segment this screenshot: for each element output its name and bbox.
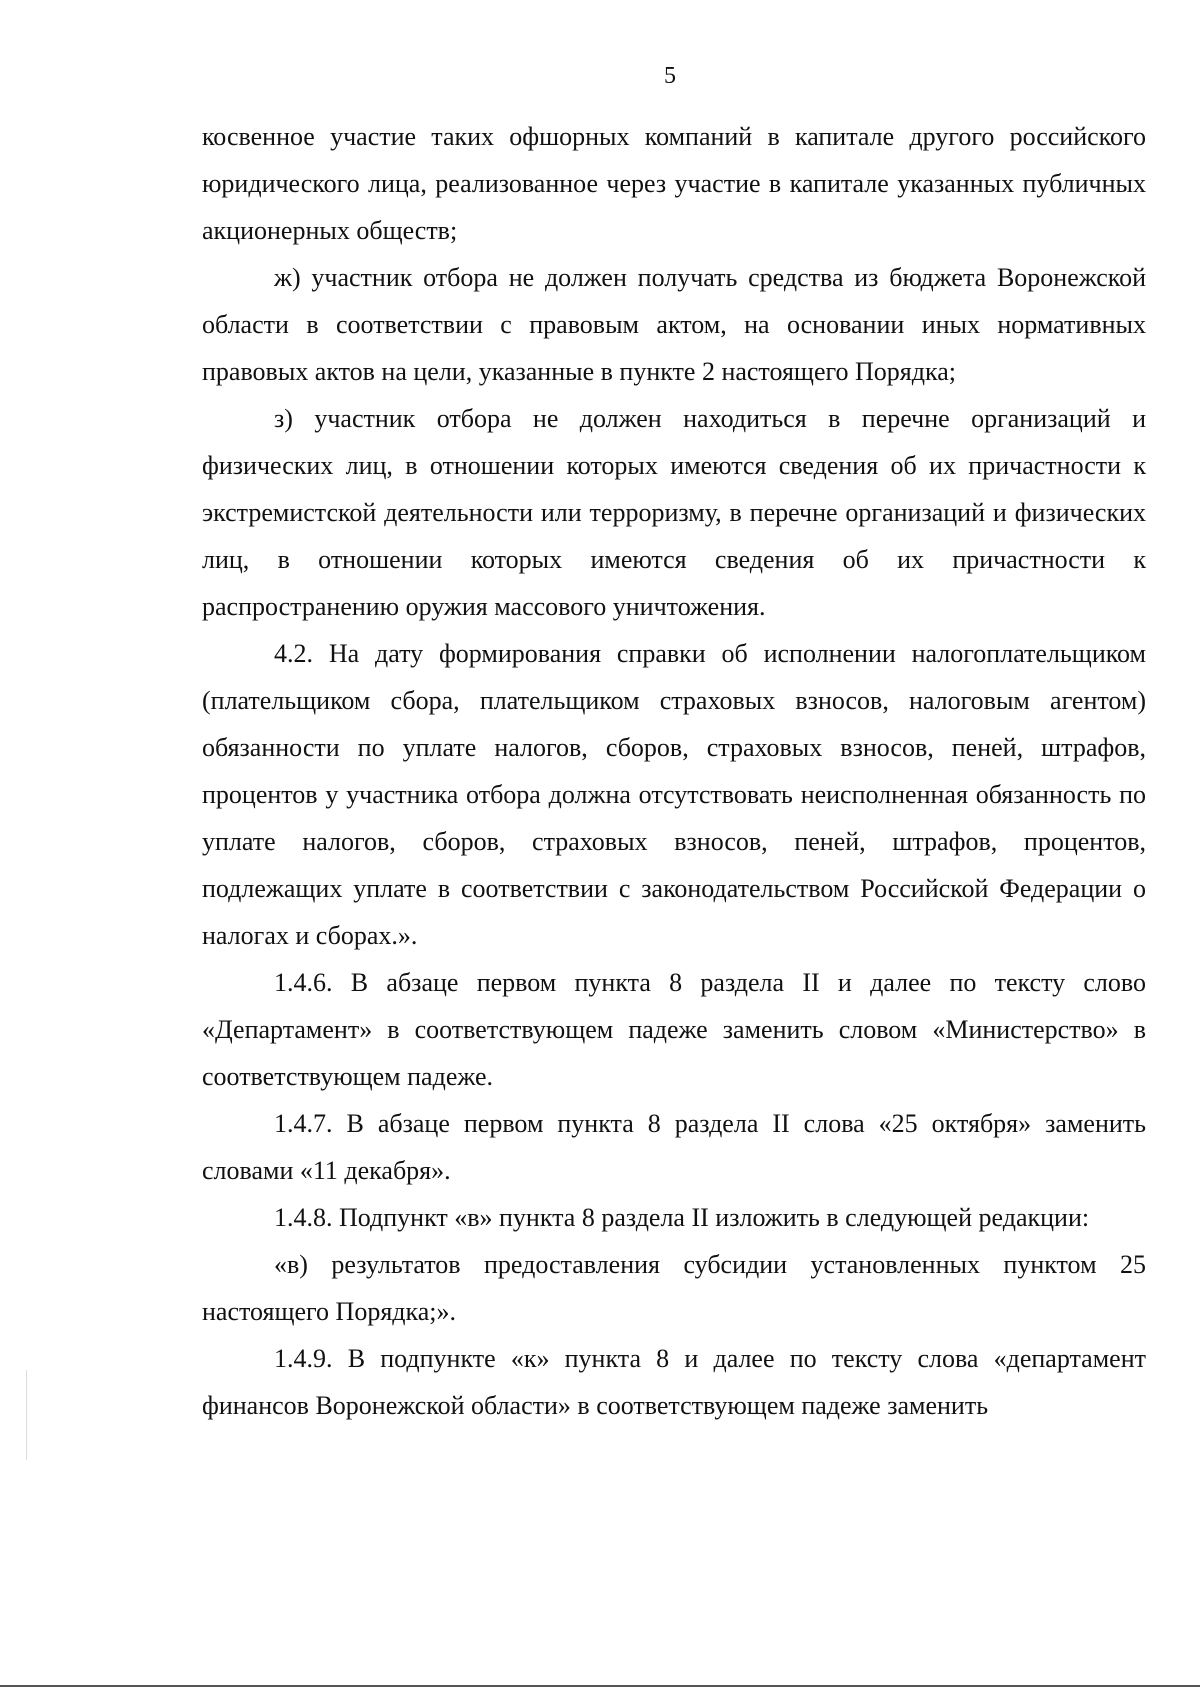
paragraph-item-zh: ж) участник отбора не должен получать средства из бюджета Воронежской области в соответствии с правовым актом, на основании иных нормативных правовых актов на цели, указанные в пункте 2 настоящего Порядка; xyxy=(202,263,1146,386)
page-bottom-edge xyxy=(0,1685,1200,1687)
scan-margin-mark xyxy=(26,1370,27,1460)
paragraph-quoted-item-v: «в) результатов предоставления субсидии установленных пунктом 25 настоящего Порядка;». xyxy=(202,1250,1146,1326)
paragraph-continuation: косвенное участие таких офшорных компаний в капитале другого российского юридического лица, реализованное через участие в капитале указанных публичных акционерных обществ; xyxy=(202,122,1146,245)
paragraph-4-2: 4.2. На дату формирования справки об исполнении налогоплательщиком (плательщиком сбора, плательщиком страховых взносов, налоговым агентом) обязанности по уплате налогов, сборов, страховых взносов, пеней, штрафов, процентов у участника отбора должна отсутствовать неисполненная обязанность по уплате налогов, сборов, страховых взносов, пеней, штрафов, процентов, подлежащих уплате в соответствии с законодательством Российской Федерации о налогах и сборах.». xyxy=(202,639,1146,950)
paragraph-1-4-9: 1.4.9. В подпункте «к» пункта 8 и далее по тексту слова «департамент финансов Воронежской области» в соответствующем падеже заменить xyxy=(202,1344,1146,1420)
paragraph-1-4-7: 1.4.7. В абзаце первом пункта 8 раздела II слова «25 октября» заменить словами «11 декабря». xyxy=(202,1109,1146,1185)
paragraph-1-4-6: 1.4.6. В абзаце первом пункта 8 раздела II и далее по тексту слово «Департамент» в соответствующем падеже заменить словом «Министерство» в соответствующем падеже. xyxy=(202,968,1146,1091)
paragraph-item-z: з) участник отбора не должен находиться в перечне организаций и физических лиц, в отношении которых имеются сведения об их причастности к экстремистской деятельности или терроризму, в перечне организаций и физических лиц, в отношении которых имеются сведения об их причастности к распространению оружия массового уничтожения. xyxy=(202,404,1146,621)
document-body xyxy=(202,113,1146,1429)
paragraph-1-4-8: 1.4.8. Подпункт «в» пункта 8 раздела II изложить в следующей редакции: xyxy=(274,1203,1090,1232)
page-number: 5 xyxy=(664,63,676,89)
